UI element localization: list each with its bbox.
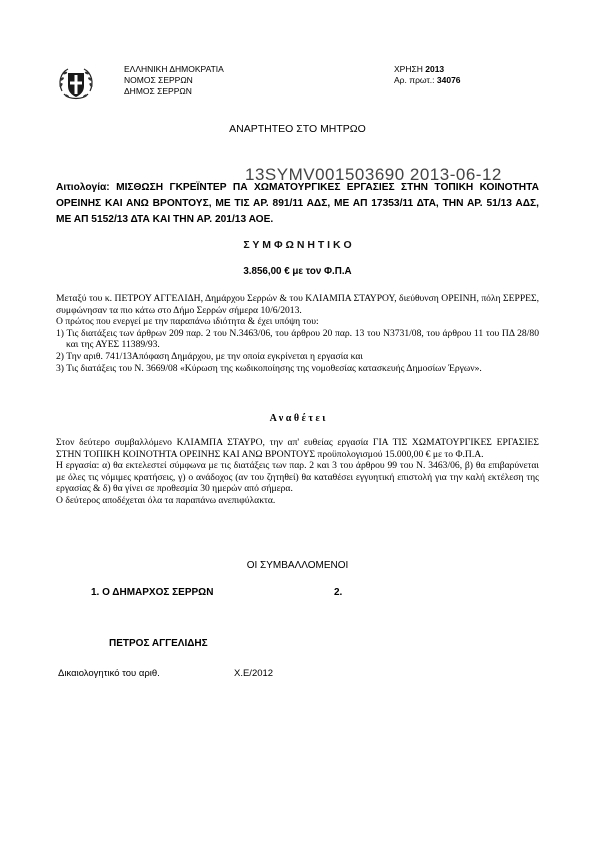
supporting-document-number: Χ.Ε/2012 bbox=[234, 668, 274, 679]
registry-watermark: 13SYMV001503690 2013-06-12 bbox=[245, 165, 502, 184]
reference-block bbox=[394, 64, 461, 86]
consideration-item: 2) Την αριθ. 741/13Απόφαση Δημάρχου, με την οποία εγκρίνεται η εργασία και bbox=[56, 350, 363, 362]
first-party: 1. Ο ΔΗΜΑΡΧΟΣ ΣΕΡΡΩΝ bbox=[91, 587, 214, 598]
agreement-heading: Σ Υ Μ Φ Ω Ν Η Τ Ι Κ Ο bbox=[243, 239, 352, 251]
consideration-item: 3) Τις διατάξεις του Ν. 3669/08 «Κύρωση της κωδικοποίησης της νομοθεσίας κατασκευής Δημοσίων Έργων». bbox=[56, 362, 482, 374]
issuer-block bbox=[124, 64, 224, 97]
parties-paragraph: Μεταξύ του κ. ΠΕΤΡΟΥ ΑΓΓΕΛΙΔΗ, Δημάρχου Σερρών & του ΚΛΙΑΜΠΑ ΣΤΑΥΡΟΥ, διεύθυνση ΟΡΕΙΝΗ, πόλη ΣΕΡΡΕΣ, συμφώνησαν τα πιο κάτω στο Δήμο Σερρών σήμερα 10/6/2013. bbox=[56, 293, 539, 316]
fiscal-year: ΧΡΗΣΗ 2013 bbox=[394, 64, 445, 74]
assignment-paragraph: Στον δεύτερο συμβαλλόμενο ΚΛΙΑΜΠΑ ΣΤΑΥΡΟ, την απ' ευθείας εργασία ΓΙΑ ΤΙΣ ΧΩΜΑΤΟΥΡΓΙΚΕΣ ΕΡΓΑΣΙΕΣ ΣΤΗΝ ΤΟΠΙΚΗ ΚΟΙΝΟΤΗΤΑ ΟΡΕΙΝΗΣ ΚΑΙ ΑΝΩ ΒΡΟΝΤΟΥΣ προϋπολογισμού 15.000,00 € με το Φ.Π.Α. bbox=[56, 437, 539, 460]
supporting-document-label: Δικαιολογητικό του αριθ. bbox=[58, 668, 160, 679]
terms-paragraph: Η εργασία: α) θα εκτελεστεί σύμφωνα με τις διατάξεις των παρ. 2 και 3 του άρθρου 99 του Ν. 3463/06, β) θα επιβαρύνεται με όλες τις νόμιμες κρατήσεις, γ) ο ανάδοχος (αν του ζητηθεί) θα καταθέσει εγγυητική επιστολή για την καλή εκτέλεση της εργασίας & δ) θα γίνει σε προθεσμία 30 ημερών από σήμερα. bbox=[56, 460, 539, 495]
second-party: 2. bbox=[334, 587, 343, 598]
acceptance-paragraph: Ο δεύτερος αποδέχεται όλα τα παραπάνω ανεπιφύλακτα. bbox=[56, 494, 276, 506]
assignment-block bbox=[56, 437, 539, 507]
subject-paragraph bbox=[56, 180, 539, 228]
coat-of-arms-emblem bbox=[55, 63, 97, 105]
issuer-municipality: ΔΗΜΟΣ ΣΕΡΡΩΝ bbox=[124, 86, 192, 96]
signatory-name: ΠΕΤΡΟΣ ΑΓΓΕΛΙΔΗΣ bbox=[109, 638, 208, 649]
consideration-item: 1) Τις διατάξεις των άρθρων 209 παρ. 2 του Ν.3463/06, του άρθρου 20 παρ. 13 του Ν3731/08, του άρθρου 11 του ΠΔ 28/80 και της ΑΥΕΣ 11389/93. bbox=[56, 327, 539, 351]
subject-text: ΜΙΣΘΩΣΗ ΓΚΡΕΪΝΤΕΡ ΠΑ ΧΩΜΑΤΟΥΡΓΙΚΕΣ ΕΡΓΑΣΙΕΣ ΣΤΗΝ ΤΟΠΙΚΗ ΚΟΙΝΟΤΗΤΑ ΟΡΕΙΝΗΣ ΚΑΙ ΑΝΩ ΒΡΟΝΤΟΥΣ, ΜΕ ΤΙΣ ΑΡ. 891/11 ΑΔΣ, ΜΕ ΑΠ 17353/11 ΔΤΑ, ΤΗΝ ΑΡ. 51/13 ΑΔΣ, ΜΕ ΑΠ 5152/13 ΔΤΑ ΚΑΙ ΤΗΝ ΑΡ. 201/13 ΑΟΕ. bbox=[56, 182, 539, 225]
considerations-intro: Ο πρώτος που ενεργεί με την παραπάνω ιδιότητα & έχει υπόψη του: bbox=[56, 316, 319, 328]
subject-label: Αιτιολογία: bbox=[56, 182, 110, 193]
intro-block bbox=[56, 293, 539, 374]
greek-coat-of-arms-icon bbox=[55, 63, 97, 105]
issuer-country: ΕΛΛΗΝΙΚΗ ΔΗΜΟΚΡΑΤΙΑ bbox=[124, 64, 224, 74]
assigns-heading: Α ν α θ έ τ ε ι bbox=[269, 413, 326, 424]
issuer-prefecture: ΝΟΜΟΣ ΣΕΡΡΩΝ bbox=[124, 75, 193, 85]
document-title: ΑΝΑΡΤΗΤΕΟ ΣΤΟ ΜΗΤΡΩΟ bbox=[229, 123, 366, 135]
agreement-amount: 3.856,00 € με τον Φ.Π.Α bbox=[243, 266, 352, 277]
protocol-number: Αρ. πρωτ.: 34076 bbox=[394, 75, 461, 85]
parties-title: ΟΙ ΣΥΜΒΑΛΛΟΜΕΝΟΙ bbox=[246, 560, 349, 571]
